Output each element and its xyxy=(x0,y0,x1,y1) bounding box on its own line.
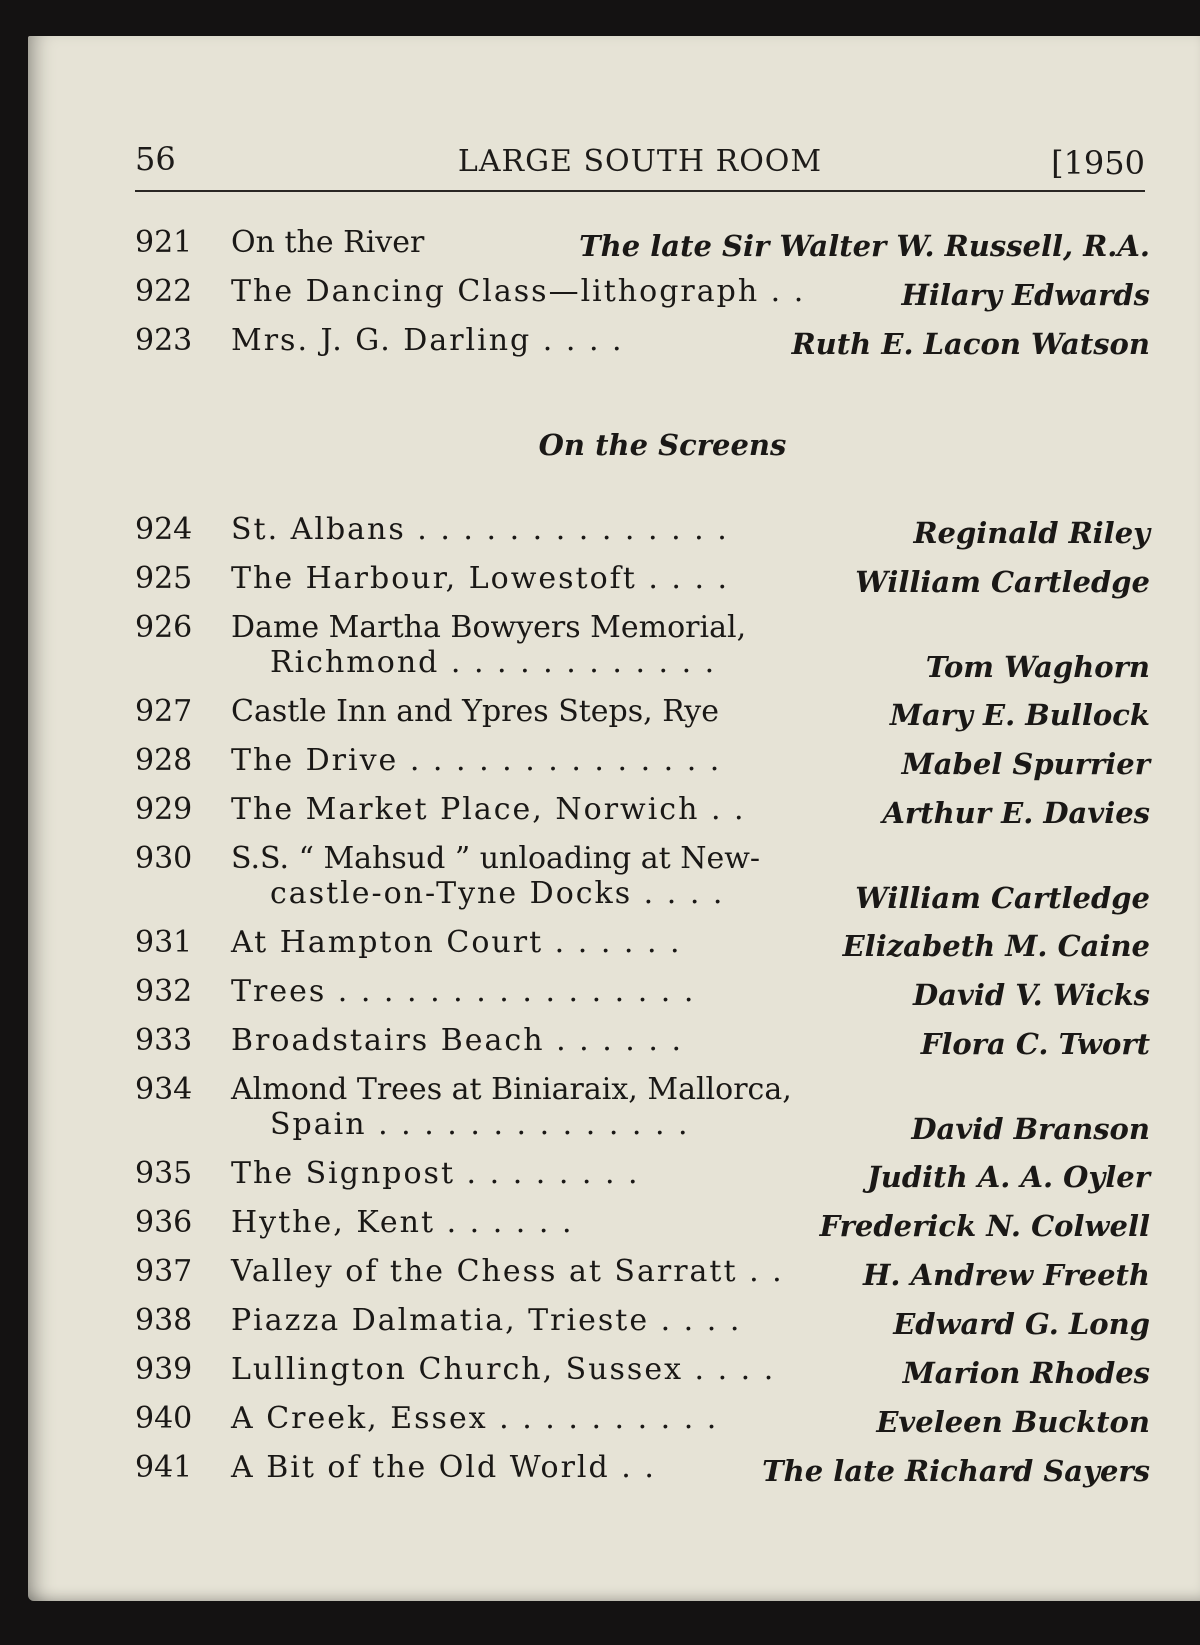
catalogue-number: 923 xyxy=(135,323,193,358)
running-header xyxy=(135,140,1145,192)
work-title: The Drive . . . . . . . . . . . . . . xyxy=(231,743,722,778)
catalogue-entry xyxy=(135,1198,1150,1247)
catalogue-entry xyxy=(135,1345,1150,1394)
artist-name: Ruth E. Lacon Watson xyxy=(791,327,1150,361)
catalogue-number: 927 xyxy=(135,694,193,729)
catalogue-entry xyxy=(135,687,1150,736)
artist-name: Judith A. A. Oyler xyxy=(867,1160,1150,1194)
catalogue-entry xyxy=(135,1247,1150,1296)
catalogue-number: 925 xyxy=(135,561,193,596)
catalogue-number: 931 xyxy=(135,925,193,960)
work-title: Valley of the Chess at Sarratt . . xyxy=(231,1254,784,1289)
catalogue-entry xyxy=(135,1394,1150,1443)
artist-name: Mabel Spurrier xyxy=(901,747,1150,781)
artist-name: H. Andrew Freeth xyxy=(863,1258,1150,1292)
work-title: The Dancing Class—lithograph . . xyxy=(231,274,806,309)
work-title: Almond Trees at Biniaraix, Mallorca, xyxy=(231,1072,792,1107)
catalogue-entry xyxy=(135,603,1150,687)
catalogue-entry xyxy=(135,785,1150,834)
catalogue-number: 929 xyxy=(135,792,193,827)
catalogue-entry xyxy=(135,1065,1150,1149)
work-title: St. Albans . . . . . . . . . . . . . . xyxy=(231,512,729,547)
page-title: LARGE SOUTH ROOM xyxy=(457,144,823,179)
artist-name: Arthur E. Davies xyxy=(882,796,1150,830)
work-title: The Harbour, Lowestoft . . . . xyxy=(231,561,730,596)
catalogue-entry xyxy=(135,267,1150,316)
work-title: The Market Place, Norwich . . xyxy=(231,792,746,827)
catalogue-number: 941 xyxy=(135,1450,193,1485)
catalogue-number: 926 xyxy=(135,610,193,645)
artist-name: Tom Waghorn xyxy=(925,650,1150,684)
artist-name: The late Richard Sayers xyxy=(762,1454,1150,1488)
work-title: Lullington Church, Sussex . . . . xyxy=(231,1352,776,1387)
work-title: On the River xyxy=(231,225,425,260)
artist-name: Elizabeth M. Caine xyxy=(842,929,1150,963)
catalogue-number: 933 xyxy=(135,1023,193,1058)
catalogue-entry xyxy=(135,1149,1150,1198)
catalogue-list xyxy=(135,218,1150,1492)
catalogue-number: 930 xyxy=(135,841,193,876)
catalogue-entry xyxy=(135,505,1150,554)
artist-name: David V. Wicks xyxy=(913,978,1150,1012)
catalogue-number: 937 xyxy=(135,1254,193,1289)
catalogue-number: 935 xyxy=(135,1156,193,1191)
work-title: The Signpost . . . . . . . . xyxy=(231,1156,640,1191)
artist-name: Frederick N. Colwell xyxy=(819,1209,1150,1243)
catalogue-entry xyxy=(135,554,1150,603)
work-title: S.S. “ Mahsud ” unloading at New- xyxy=(231,841,761,876)
catalogue-entry xyxy=(135,918,1150,967)
work-title: Broadstairs Beach . . . . . . xyxy=(231,1023,683,1058)
work-title-continued: castle-on-Tyne Docks . . . . xyxy=(270,876,725,911)
work-title: Dame Martha Bowyers Memorial, xyxy=(231,610,747,645)
catalogue-number: 936 xyxy=(135,1205,193,1240)
work-title: At Hampton Court . . . . . . xyxy=(231,925,682,960)
catalogue-number: 928 xyxy=(135,743,193,778)
catalogue-number: 921 xyxy=(135,225,193,260)
artist-name: Eveleen Buckton xyxy=(876,1405,1150,1439)
catalogue-number: 924 xyxy=(135,512,193,547)
artist-name: William Cartledge xyxy=(855,881,1150,915)
work-title: A Creek, Essex . . . . . . . . . . xyxy=(231,1401,719,1436)
artist-name: Edward G. Long xyxy=(893,1307,1150,1341)
work-title-continued: Richmond . . . . . . . . . . . . xyxy=(270,645,717,680)
artist-name: Marion Rhodes xyxy=(902,1356,1150,1390)
artist-name: Hilary Edwards xyxy=(901,278,1150,312)
section-heading: On the Screens xyxy=(538,428,787,462)
catalogue-entry xyxy=(135,1443,1150,1492)
work-title-continued: Spain . . . . . . . . . . . . . . xyxy=(270,1107,690,1142)
page-number: 56 xyxy=(135,140,176,178)
catalogue-entry xyxy=(135,967,1150,1016)
catalogue-number: 939 xyxy=(135,1352,193,1387)
work-title: Piazza Dalmatia, Trieste . . . . xyxy=(231,1303,742,1338)
artist-name: David Branson xyxy=(911,1112,1150,1146)
catalogue-entry xyxy=(135,218,1150,267)
work-title: Trees . . . . . . . . . . . . . . . . xyxy=(231,974,696,1009)
catalogue-number: 934 xyxy=(135,1072,193,1107)
catalogue-number: 932 xyxy=(135,974,193,1009)
work-title: A Bit of the Old World . . xyxy=(231,1450,656,1485)
catalogue-entry xyxy=(135,1296,1150,1345)
artist-name: The late Sir Walter W. Russell, R.A. xyxy=(579,229,1150,263)
artist-name: Reginald Riley xyxy=(913,516,1150,550)
catalogue-entry xyxy=(135,316,1150,365)
catalogue-entry xyxy=(135,834,1150,918)
year-marker: [1950 xyxy=(1051,144,1145,182)
artist-name: William Cartledge xyxy=(855,565,1150,599)
artist-name: Flora C. Twort xyxy=(920,1027,1150,1061)
work-title: Mrs. J. G. Darling . . . . xyxy=(231,323,624,358)
artist-name: Mary E. Bullock xyxy=(889,698,1150,732)
catalogue-number: 938 xyxy=(135,1303,193,1338)
catalogue-number: 922 xyxy=(135,274,193,309)
work-title: Hythe, Kent . . . . . . xyxy=(231,1205,574,1240)
catalogue-number: 940 xyxy=(135,1401,193,1436)
work-title: Castle Inn and Ypres Steps, Rye xyxy=(231,694,719,729)
catalogue-entry xyxy=(135,736,1150,785)
catalogue-entry xyxy=(135,1016,1150,1065)
